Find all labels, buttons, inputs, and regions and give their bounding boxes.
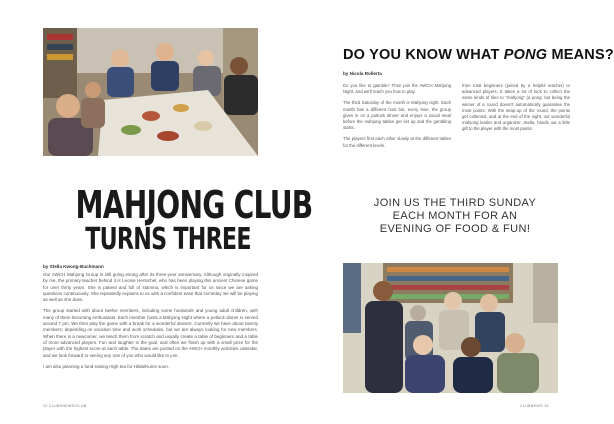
article-body — [43, 272, 258, 375]
pong-column-1 — [343, 83, 451, 154]
pong-paragraph: from total beginners (joined by a helpful teacher) to advanced players. It takes a lot of luck to collect the same kinds of tiles to "mahjong" (a pong; but being the winner of a round doesn't automatically guarantee the most points. With the wrap-up of the round, the points get collected, and at the end of the night, our wonderful mahjong leader and organizer, Stella, hands out a little gift to the player with the most points. — [462, 83, 570, 132]
pong-paragraph: Do you like to gamble? Then join the AWCH Mahjong Night, and we'll teach you how to play. — [343, 83, 451, 95]
left-page-footer: 12 CLUBSNEWS/CLUB — [43, 404, 87, 408]
article-byline: by Stella Kwong-Buchmann — [43, 264, 104, 269]
pong-column-2 — [462, 83, 570, 138]
promo-line: JOIN US THE THIRD SUNDAY — [373, 197, 537, 209]
dinner-party-photo — [43, 28, 258, 156]
article-paragraph: I am also planning a fund-raising High tea for Hilda/Kunts soon. — [43, 363, 170, 369]
page-title-line-2: TURNS THREE — [85, 222, 251, 257]
group-portrait-photo — [343, 263, 558, 393]
pong-paragraph: The players first each other slowly at the different tables for the different levels. — [343, 136, 451, 148]
article-paragraph: The group started with about twelve members, including some husbands and young adult children, with many of them becoming enthusiasts. Each member hosts a Mahjong Night where a potluck dinner is served around 7 pm. We then play the game with a break for a wonderful dessert. Currently we have about twenty members; depending on vacation time and work schedules, but we are always looking for new members. When there is a newcomer, we teach them from scratch and usually create a table of beginners and a table of more advanced players. Fun and laughter is the goal, and often we finish up with a small prize for the player with the highest score at each table. The dates are posted on the AWCH monthly activities calendar, and we look forward to seeing any one of you who would like to join. — [43, 308, 258, 358]
article-paragraph: Our AWCH Mahjong Group is still going strong after its three-year anniversary. Although originally inspired by me, the primary teacher behind it is Leonie Hertschel, who has been playing this ancient Chinese game for over thirty years. She is patient and full of stamina, which is important for us since we are asking questions continuously. She repeatedly explains to us with a confident ease that someday we will be playing as well as she does. — [43, 272, 258, 303]
pong-emphasis: PONG — [503, 47, 548, 63]
right-page-footer: CLUBNEWS 13 — [520, 404, 549, 408]
promo-line: EVENING OF FOOD & FUN! — [379, 223, 531, 235]
promo-line: EACH MONTH FOR AN — [392, 210, 518, 222]
pong-headline: DO YOU KNOW WHAT PONG MEANS? — [343, 47, 614, 63]
event-promo — [350, 197, 560, 236]
page-title-line-1: MAHJONG CLUB — [75, 183, 313, 227]
pong-paragraph: The third Saturday of the month is Mahjong night. Each month has a different host but, every time, the group gives in on a potluck dinner and enjoys a social meal before the mahjong tables get set up and the gambling starts. — [343, 100, 451, 131]
pong-byline: by Nicola Rollerta — [343, 71, 382, 76]
